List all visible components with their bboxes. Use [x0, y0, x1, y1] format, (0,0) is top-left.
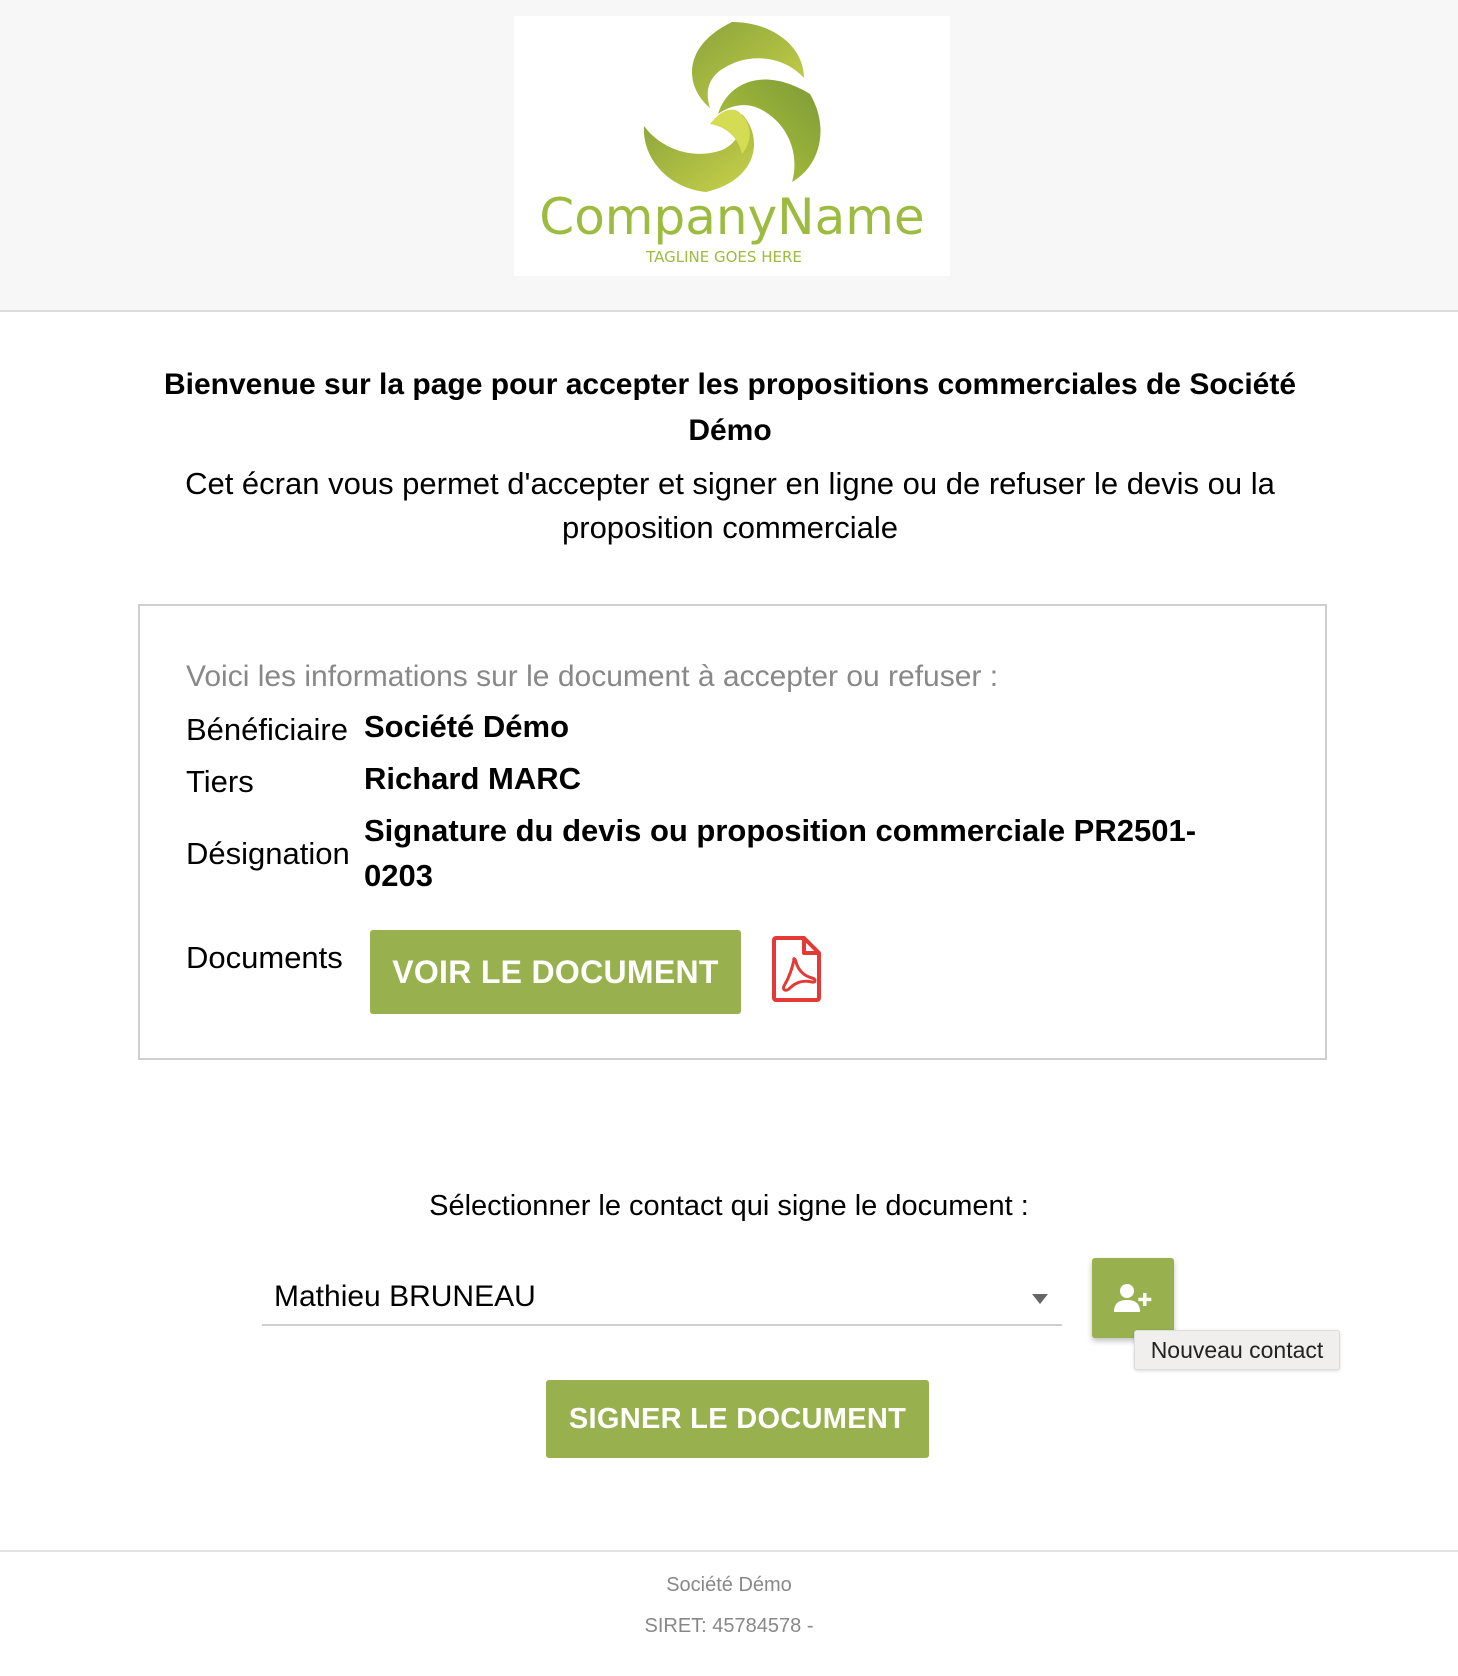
document-info-box — [138, 604, 1327, 1060]
add-contact-button[interactable] — [1092, 1258, 1174, 1338]
beneficiary-label: Bénéficiaire — [186, 712, 348, 747]
documents-label: Documents — [186, 940, 343, 975]
intro-section — [140, 362, 1320, 550]
add-contact-tooltip: Nouveau contact — [1134, 1330, 1340, 1370]
pdf-file-icon[interactable] — [772, 936, 822, 1002]
footer — [0, 1550, 1458, 1676]
dropdown-caret-icon — [1032, 1294, 1048, 1304]
sign-document-button[interactable]: SIGNER LE DOCUMENT — [546, 1380, 929, 1458]
designation-value: Signature du devis ou proposition commerciale PR2501-0203 — [364, 813, 1197, 893]
contact-select-label: Sélectionner le contact qui signe le document : — [429, 1190, 1029, 1222]
view-document-button[interactable]: VOIR LE DOCUMENT — [370, 930, 741, 1014]
info-heading: Voici les informations sur le document à accepter ou refuser : — [186, 660, 999, 693]
company-logo — [514, 16, 950, 276]
footer-company: Société Démo — [666, 1574, 792, 1596]
user-plus-icon — [1113, 1282, 1153, 1314]
contact-select[interactable] — [262, 1266, 1062, 1326]
header — [0, 0, 1458, 312]
contact-select-value: Mathieu BRUNEAU — [274, 1280, 536, 1313]
beneficiary-value: Société Démo — [364, 709, 570, 744]
designation-label: Désignation — [186, 836, 350, 871]
page-description: Cet écran vous permet d'accepter et signer en ligne ou de refuser le devis ou la proposition commerciale — [185, 466, 1275, 545]
footer-siret: SIRET: 45784578 - — [644, 1615, 814, 1637]
tiers-value: Richard MARC — [364, 761, 582, 796]
logo-company-name: CompanyName — [539, 188, 925, 246]
logo-tagline: TAGLINE GOES HERE — [646, 248, 802, 266]
logo-swirl-mark — [644, 22, 821, 192]
tiers-label: Tiers — [186, 764, 254, 799]
page-title: Bienvenue sur la page pour accepter les propositions commerciales de Société Démo — [163, 368, 1297, 447]
